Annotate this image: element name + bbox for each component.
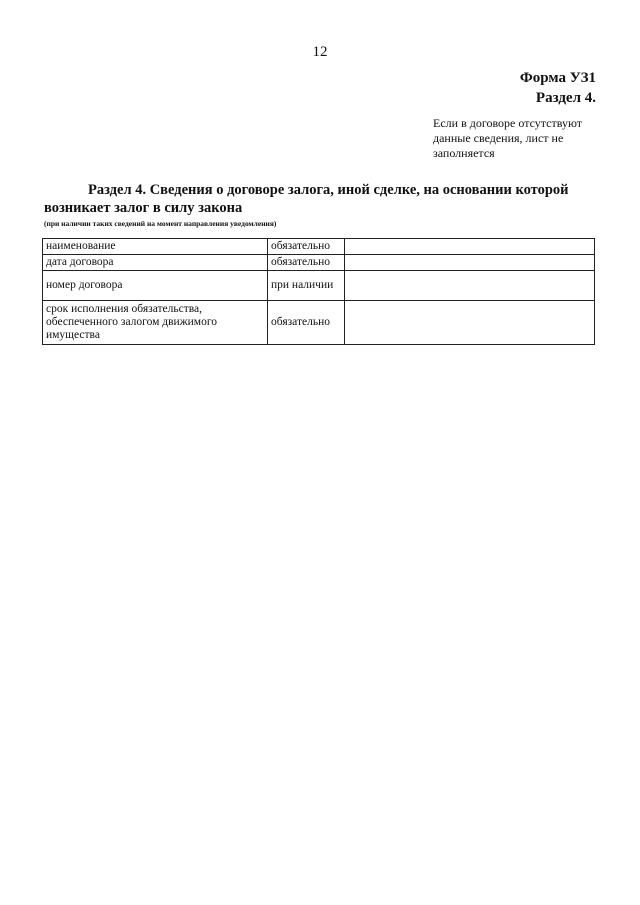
table-row — [43, 239, 595, 255]
field-value — [345, 301, 595, 345]
section-heading-line1: Раздел 4. Сведения о договоре залога, иной сделке, на основании которой — [88, 182, 569, 198]
field-value — [345, 271, 595, 301]
contract-info-table — [42, 238, 595, 345]
field-name: дата договора — [43, 255, 268, 271]
field-requirement: при наличии — [268, 271, 345, 301]
field-name: срок исполнения обязательства, обеспеченного залогом движимого имущества — [43, 301, 268, 345]
table-row — [43, 255, 595, 271]
field-value — [345, 255, 595, 271]
form-section-label: Раздел 4. — [535, 90, 596, 106]
form-title: Форма УЗ1 — [519, 70, 596, 86]
section-heading — [44, 181, 600, 217]
page-number: 12 — [312, 44, 328, 60]
field-requirement: обязательно — [268, 255, 345, 271]
field-name: наименование — [43, 239, 268, 255]
table-row — [43, 301, 595, 345]
field-name: номер договора — [43, 271, 268, 301]
table-row — [43, 271, 595, 301]
fill-note: Если в договоре отсутствуют данные сведения, лист не заполняется — [433, 116, 583, 160]
section-heading-line2: возникает залог в силу закона — [44, 200, 243, 216]
field-requirement: обязательно — [268, 301, 345, 345]
section-subnote: (при наличии таких сведений на момент направления уведомления) — [44, 219, 277, 228]
field-value — [345, 239, 595, 255]
field-requirement: обязательно — [268, 239, 345, 255]
form-header — [520, 68, 596, 108]
